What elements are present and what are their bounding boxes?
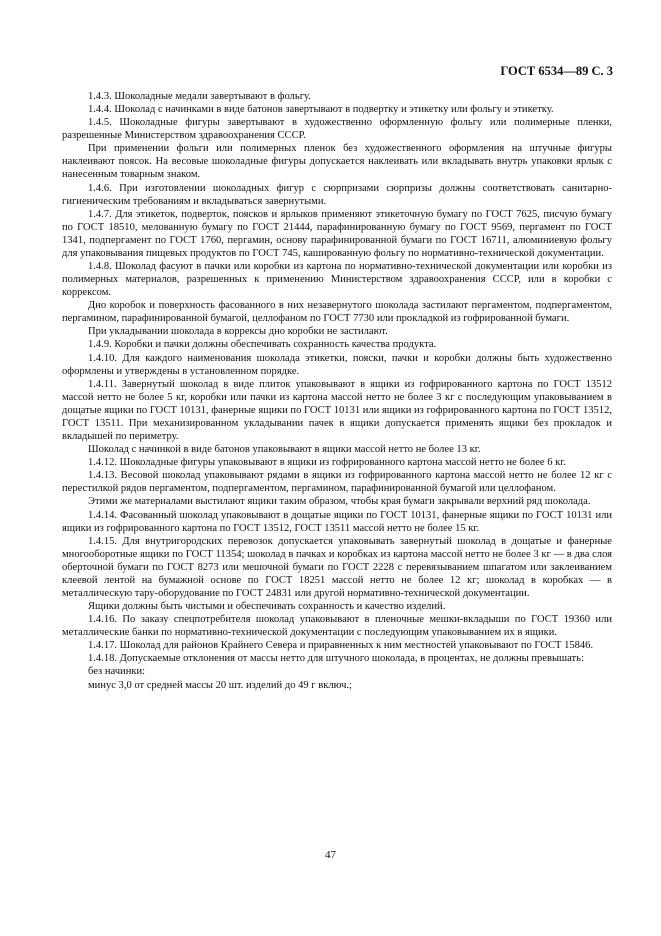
paragraph: 1.4.9. Коробки и пачки должны обеспечивать сохранность качества продукта. <box>88 339 437 351</box>
page-number: 47 <box>325 849 336 861</box>
paragraph: 1.4.14. Фасованный шоколад упаковывают в дощатые ящики по ГОСТ 10131, фанерные ящики по ГОСТ 10131 или ящики из гофрированного картона по ГОСТ 13512, ГОСТ 13511 массой нетто не более 15 кг. <box>62 509 612 534</box>
paragraph: 1.4.11. Завернутый шоколад в виде плиток упаковывают в ящики из гофрированного картона по ГОСТ 13512 массой нетто не более 5 кг, коробки или пачки из картона массой нетто не более 3 кг с последующим упаковыванием в дощатые ящики по ГОСТ 10131, фанерные ящики по ГОСТ 10131 или ящики из гофрированного картона по ГОСТ 13512, ГОСТ 13511. При механизированном укладывании пачек в ящики допускается применять ящики без прокладок и вкладышей по периметру. <box>62 378 612 443</box>
paragraph: 1.4.4. Шоколад с начинками в виде батонов завертывают в подвертку и этикетку или фольгу и этикетку. <box>88 104 554 116</box>
paragraph: 1.4.18. Допускаемые отклонения от массы нетто для штучного шоколада, в процентах, не должны превышать: <box>88 653 584 665</box>
paragraph: 1.4.5. Шоколадные фигуры завертывают в художественно оформленную фольгу или полимерные пленки, разрешенные Министерством здравоохранения СССР. <box>62 117 612 142</box>
paragraph: Ящики должны быть чистыми и обеспечивать сохранность и качество изделий. <box>88 601 446 613</box>
paragraph: 1.4.15. Для внутригородских перевозок допускается упаковывать завернутый шоколад в дощатые и фанерные многооборотные ящики по ГОСТ 11354; шоколад в пачках и коробках из картона массой нетто не более 3 кг — в два слоя оберточной бумаги по ГОСТ 8273 или мешочной бумаги по ГОСТ 2228 с перевязыванием шпагатом или заклеиванием клеевой лентой на бумажной основе по ГОСТ 18251 массой нетто не более 12 кг; шоколад в коробках — в металлическую тару-оборудование по ГОСТ 24831 или другой нормативно-технической документации. <box>62 535 612 599</box>
paragraph: При укладывании шоколада в коррексы дно коробки не застилают. <box>88 326 388 338</box>
paragraph: Шоколад с начинкой в виде батонов упаковывают в ящики массой нетто не более 13 кг. <box>88 444 481 456</box>
document-body <box>62 90 612 692</box>
paragraph: 1.4.13. Весовой шоколад упаковывают рядами в ящики из гофрированного картона массой нетто не более 12 кг с перестилкой рядов пергаментом, подпергаментом, пергамином, парафинированной бумагой или целлофаном. <box>62 470 612 495</box>
paragraph: 1.4.10. Для каждого наименования шоколада этикетки, пояски, пачки и коробки должны быть художественно оформлены и утверждены в установленном порядке. <box>62 352 612 377</box>
paragraph: При применении фольги или полимерных пленок без художественного оформления на штучные фигуры наклеивают поясок. На весовые шоколадные фигуры допускается наклеивать или вкладывать внутрь упаковки ярлык с нанесенным товарным знаком. <box>62 143 612 181</box>
paragraph: 1.4.3. Шоколадные медали завертывают в фольгу. <box>88 91 311 102</box>
paragraph: 1.4.16. По заказу спецпотребителя шоколад упаковывают в пленочные мешки-вкладыши по ГОСТ 19360 или металлические банки по нормативно-технической документации с последующим упаковыванием их в ящики. <box>62 614 612 639</box>
paragraph: без начинки: <box>88 666 146 678</box>
paragraph: 1.4.6. При изготовлении шоколадных фигур с сюрпризами сюрпризы должны соответствовать санитарно-гигиеническим требованиям и вкладываться завернутыми. <box>62 182 612 207</box>
paragraph: Дно коробок и поверхность фасованного в них незавернутого шоколада застилают пергаментом, подпергаментом, пергамином, парафинированной бумагой, целлофаном по ГОСТ 7730 или прокладкой из гофрированной бумаги. <box>62 300 612 325</box>
paragraph: 1.4.17. Шоколад для районов Крайнего Севера и приравненных к ним местностей упаковывают по ГОСТ 15846. <box>88 640 594 652</box>
page-header: ГОСТ 6534—89 С. 3 <box>500 64 613 78</box>
paragraph: 1.4.8. Шоколад фасуют в пачки или коробки из картона по нормативно-технической документации или коробки из полимерных материалов, разрешенных к применению Министерством здравоохранения СССР, или в коробки с коррексом. <box>62 261 612 299</box>
paragraph: Этими же материалами выстилают ящики таким образом, чтобы края бумаги закрывали верхний ряд шоколада. <box>88 496 591 508</box>
paragraph: минус 3,0 от средней массы 20 шт. изделий до 49 г включ.; <box>88 679 352 691</box>
paragraph: 1.4.7. Для этикеток, подверток, поясков и ярлыков применяют этикеточную бумагу по ГОСТ 7625, писчую бумагу по ГОСТ 18510, мелованную бумагу по ГОСТ 21444, парафинированную бумагу по ГОСТ 9569, пергамент по ГОСТ 1341, подпергамент по ГОСТ 1760, пергамин, основу парафинированной бумаги по ГОСТ 16711, алюминиевую фольгу для упаковывания пищевых продуктов по ГОСТ 745, кашированную фольгу по нормативно-технической документации. <box>62 208 612 259</box>
paragraph: 1.4.12. Шоколадные фигуры упаковывают в ящики из гофрированного картона массой нетто не более 6 кг. <box>88 457 567 469</box>
